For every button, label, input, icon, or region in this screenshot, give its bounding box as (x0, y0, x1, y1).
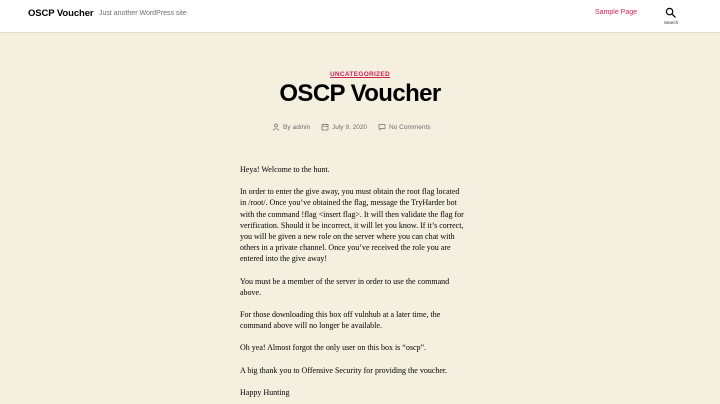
calendar-icon (321, 123, 329, 131)
post-title: OSCP Voucher (279, 80, 441, 107)
content-paragraph: Heya! Welcome to the hunt. (240, 165, 330, 174)
comments-link[interactable]: No Comments (389, 123, 431, 131)
search-label: Search (663, 20, 679, 25)
content-paragraph: You must be a member of the server in order to use the command above. (240, 276, 450, 297)
author-link[interactable]: admin (292, 123, 311, 131)
site-header (0, 0, 720, 33)
content-paragraph: In order to enter the give away, you must obtain the root flag located in /root/. Once you’ve obtained the flag, message the TryHarder bot with the command !flag <insert flag>. It will then validate the flag for verification. Should it be incorrect, it will let you know. If it’s correct, you will be given a new role on the server where you can chat with others in a private channel. Once you’ve received the role you are entered into the give away! (240, 187, 464, 264)
site-title[interactable]: OSCP Voucher (28, 8, 94, 19)
category-link[interactable]: UNCATEGORIZED (329, 71, 391, 78)
nav-link-sample-page[interactable]: Sample Page (595, 9, 638, 16)
content-paragraph: For those downloading this box off vulnhub at a later time, the command above will no longer be available. (240, 310, 441, 331)
post-date (321, 122, 367, 132)
post-content (240, 164, 464, 404)
comment-bubble-icon (378, 123, 386, 131)
search-icon (665, 7, 676, 18)
content-paragraph: Happy Hunting (240, 387, 290, 397)
content-paragraph: A big thank you to Offensive Security for providing the voucher. (240, 365, 448, 375)
content-paragraph: Oh yea! Almost forgot the only user on this box is “oscp”. (240, 343, 427, 353)
post-author (272, 122, 310, 132)
date-link[interactable]: July 9, 2020 (332, 123, 368, 131)
author-prefix: By (283, 123, 291, 131)
site-description: Just another WordPress site (99, 9, 187, 17)
search-toggle-button[interactable] (658, 7, 684, 29)
post-category (0, 63, 720, 81)
post-comments (378, 122, 431, 132)
person-icon (272, 123, 280, 131)
